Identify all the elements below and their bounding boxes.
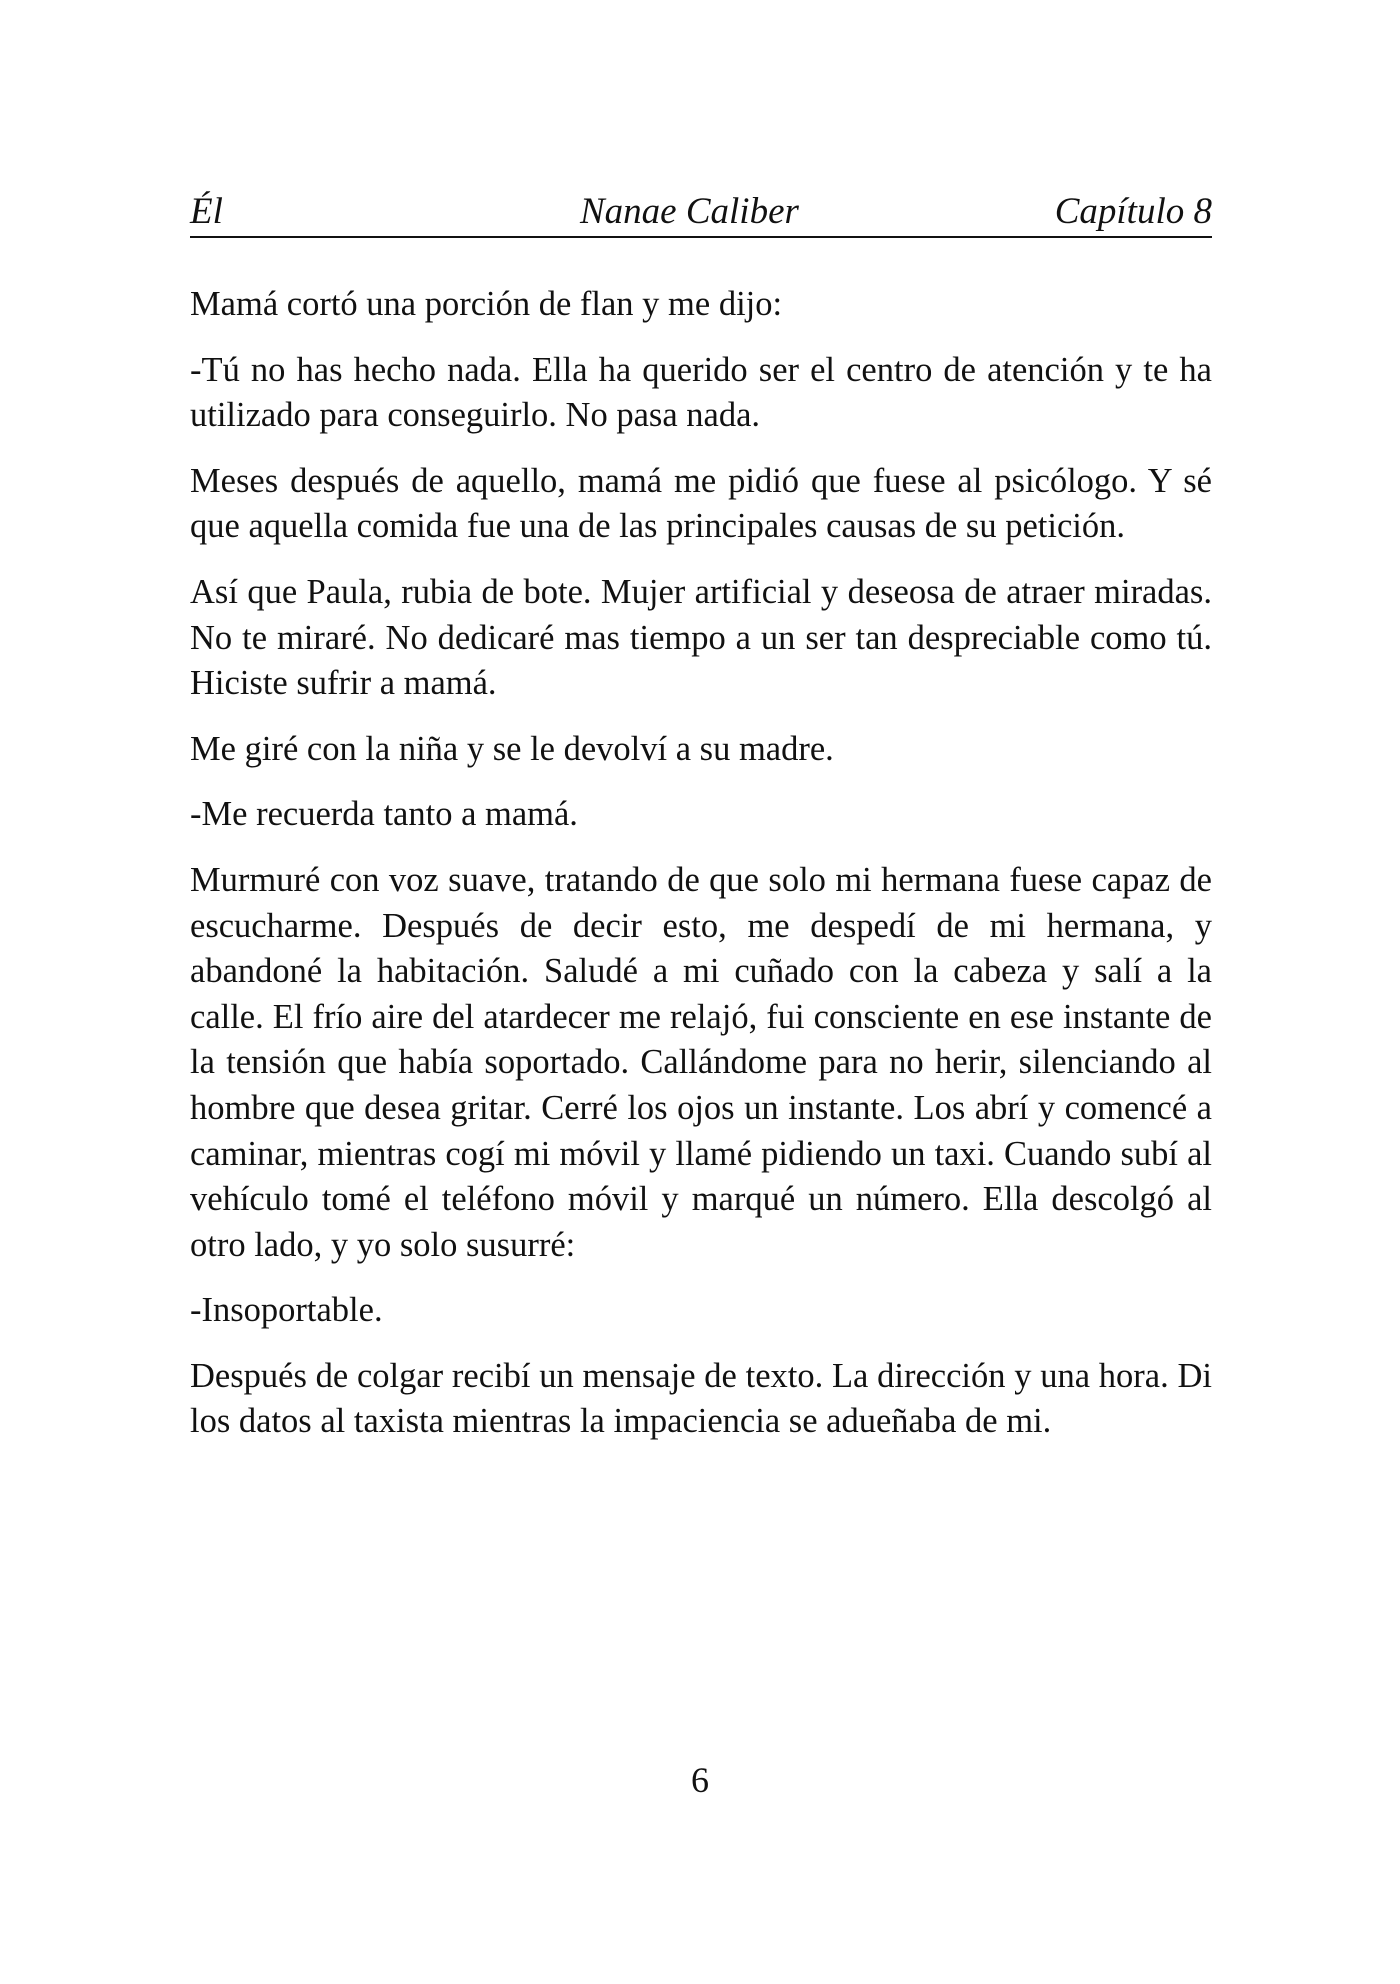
header-author: Nanae Caliber: [580, 191, 799, 232]
paragraph: Mamá cortó una porción de flan y me dijo:: [190, 285, 783, 323]
paragraph: -Tú no has hecho nada. Ella ha querido ser el centro de atención y te ha utilizado para conseguirlo. No pasa nada.: [190, 350, 1212, 435]
header-chapter: Capítulo 8: [1054, 191, 1212, 232]
page-number: 6: [691, 1760, 709, 1800]
paragraph: -Me recuerda tanto a mamá.: [190, 795, 578, 834]
paragraph: -Insoportable.: [190, 1291, 383, 1330]
paragraph: Después de colgar recibí un mensaje de texto. La dirección y una hora. Di los datos al taxista mientras la impaciencia se adueñaba de mi.: [190, 1356, 1212, 1441]
running-header: [190, 192, 1212, 238]
paragraph: Me giré con la niña y se le devolví a su madre.: [190, 729, 834, 768]
header-book-title: Él: [190, 191, 223, 232]
paragraph: Meses después de aquello, mamá me pidió que fuese al psicólogo. Y sé que aquella comida fue una de las principales causas de su petición.: [190, 461, 1212, 546]
paragraph: Murmuré con voz suave, tratando de que solo mi hermana fuese capaz de escucharme. Después de decir esto, me despedí de mi hermana, y abandoné la habitación. Saludé a mi cuñado con la cabeza y salí a la calle. El frío aire del atardecer me relajó, fui consciente en ese instante de la tensión que había soportado. Callándome para no herir, silenciando al hombre que desea gritar. Cerré los ojos un instante. Los abrí y comencé a caminar, mientras cogí mi móvil y llamé pidiendo un taxi. Cuando subí al vehículo tomé el teléfono móvil y marqué un número. Ella descolgó al otro lado, y yo solo susurré:: [190, 860, 1212, 1264]
paragraph: Así que Paula, rubia de bote. Mujer artificial y deseosa de atraer miradas. No te miraré. No dedicaré mas tiempo a un ser tan despreciable como tú. Hiciste sufrir a mamá.: [190, 572, 1212, 703]
body-text: [190, 282, 1212, 1465]
